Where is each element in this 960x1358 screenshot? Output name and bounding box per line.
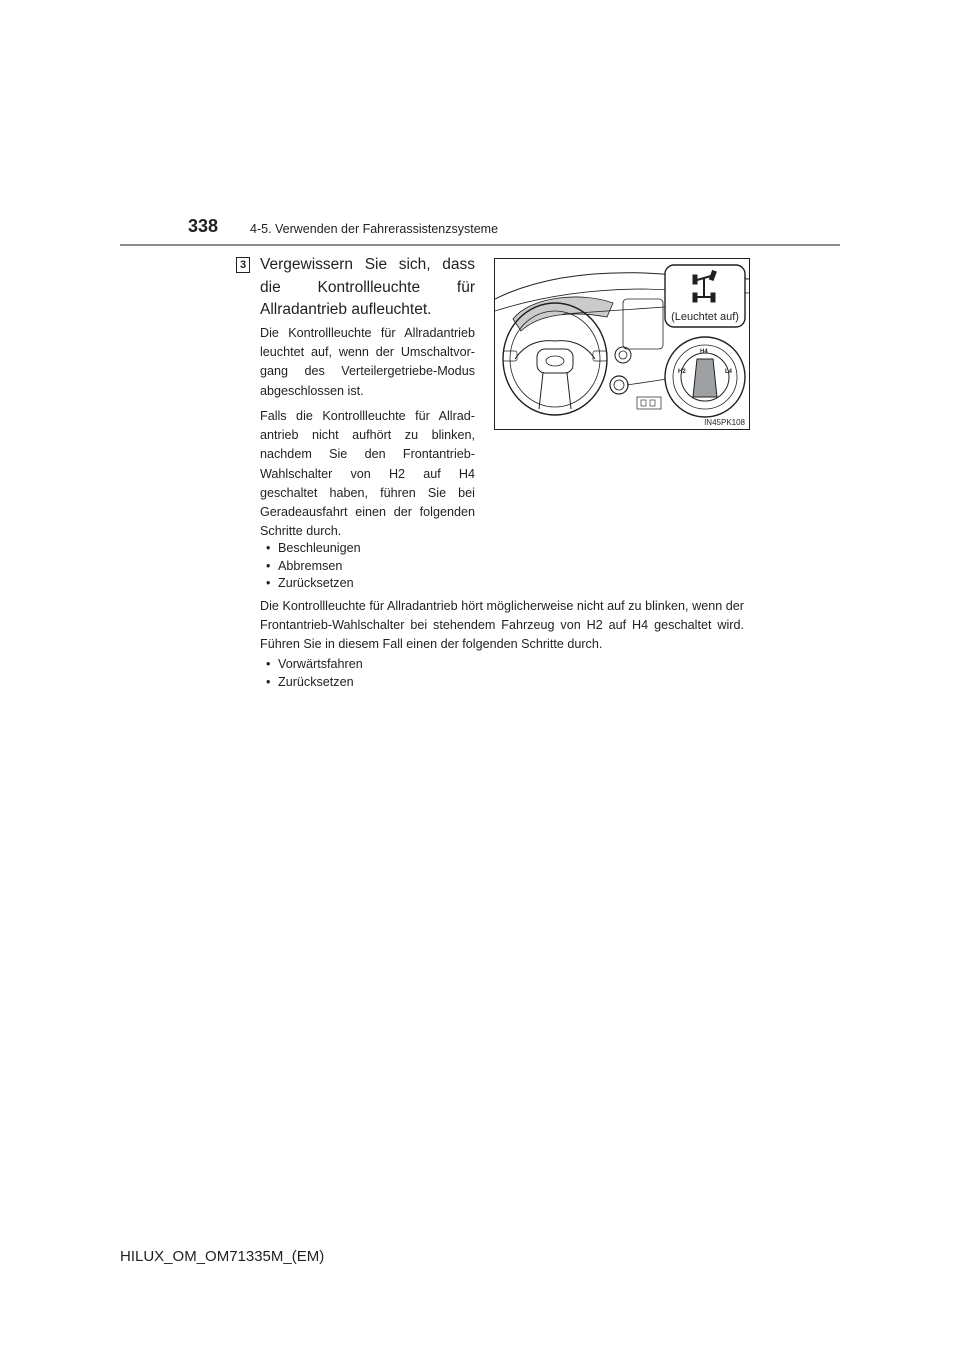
list-item: • Zurücksetzen xyxy=(266,576,354,591)
dial-label-h4: H4 xyxy=(700,349,708,355)
step-number-badge: 3 xyxy=(236,257,250,273)
bullet-list-2 xyxy=(266,656,363,691)
drive-selector-dial xyxy=(665,337,745,417)
list-item: • Vorwärtsfahren xyxy=(266,657,363,671)
header-divider xyxy=(120,244,840,246)
dial-label-l4: L4 xyxy=(725,369,733,375)
dashboard-illustration xyxy=(494,258,750,430)
list-item: • Beschleunigen xyxy=(266,541,361,555)
steering-wheel xyxy=(503,303,607,415)
callout-label: (Leuchtet auf) xyxy=(671,311,739,323)
list-item: • Zurücksetzen xyxy=(266,674,354,689)
section-title: 4-5. Verwenden der Fahrerassistenzsysteme xyxy=(250,222,499,236)
step-paragraph-1: Die Kontrollleuchte für Allradantrieb leuchtet auf, wenn der Umschaltvor-gang des Verteilergetriebe-Modus abgeschlossen ist. xyxy=(260,326,475,398)
step-paragraph-3: Die Kontrollleuchte für Allradantrieb hört möglicherweise nicht auf zu blinken, wenn der Frontantrieb-Wahlschalter bei stehendem Fahrzeug von H2 auf H4 geschaltet wird. Führen Sie in diesem Fall einen der folgenden Schritte durch. xyxy=(260,599,744,652)
figure-code: IN45PK108 xyxy=(704,418,745,427)
step-heading: Vergewissern Sie sich, dass die Kontrollleuchte für Allradantrieb aufleuchtet. xyxy=(260,256,475,318)
step-paragraph-2: Falls die Kontrollleuchte für Allrad-antrieb nicht aufhört zu blinken, nachdem Sie den Frontantrieb-Wahlschalter von H2 auf H4 geschaltet haben, führen Sie bei Geradeausfahrt einen der folgenden Schritte durch. xyxy=(260,409,475,539)
dial-label-h2: H2 xyxy=(678,369,686,375)
bullet-list-1 xyxy=(266,540,361,593)
document-code: HILUX_OM_OM71335M_(EM) xyxy=(120,1248,325,1265)
list-item: • Abbremsen xyxy=(266,558,343,573)
page-number: 338 xyxy=(188,216,219,236)
